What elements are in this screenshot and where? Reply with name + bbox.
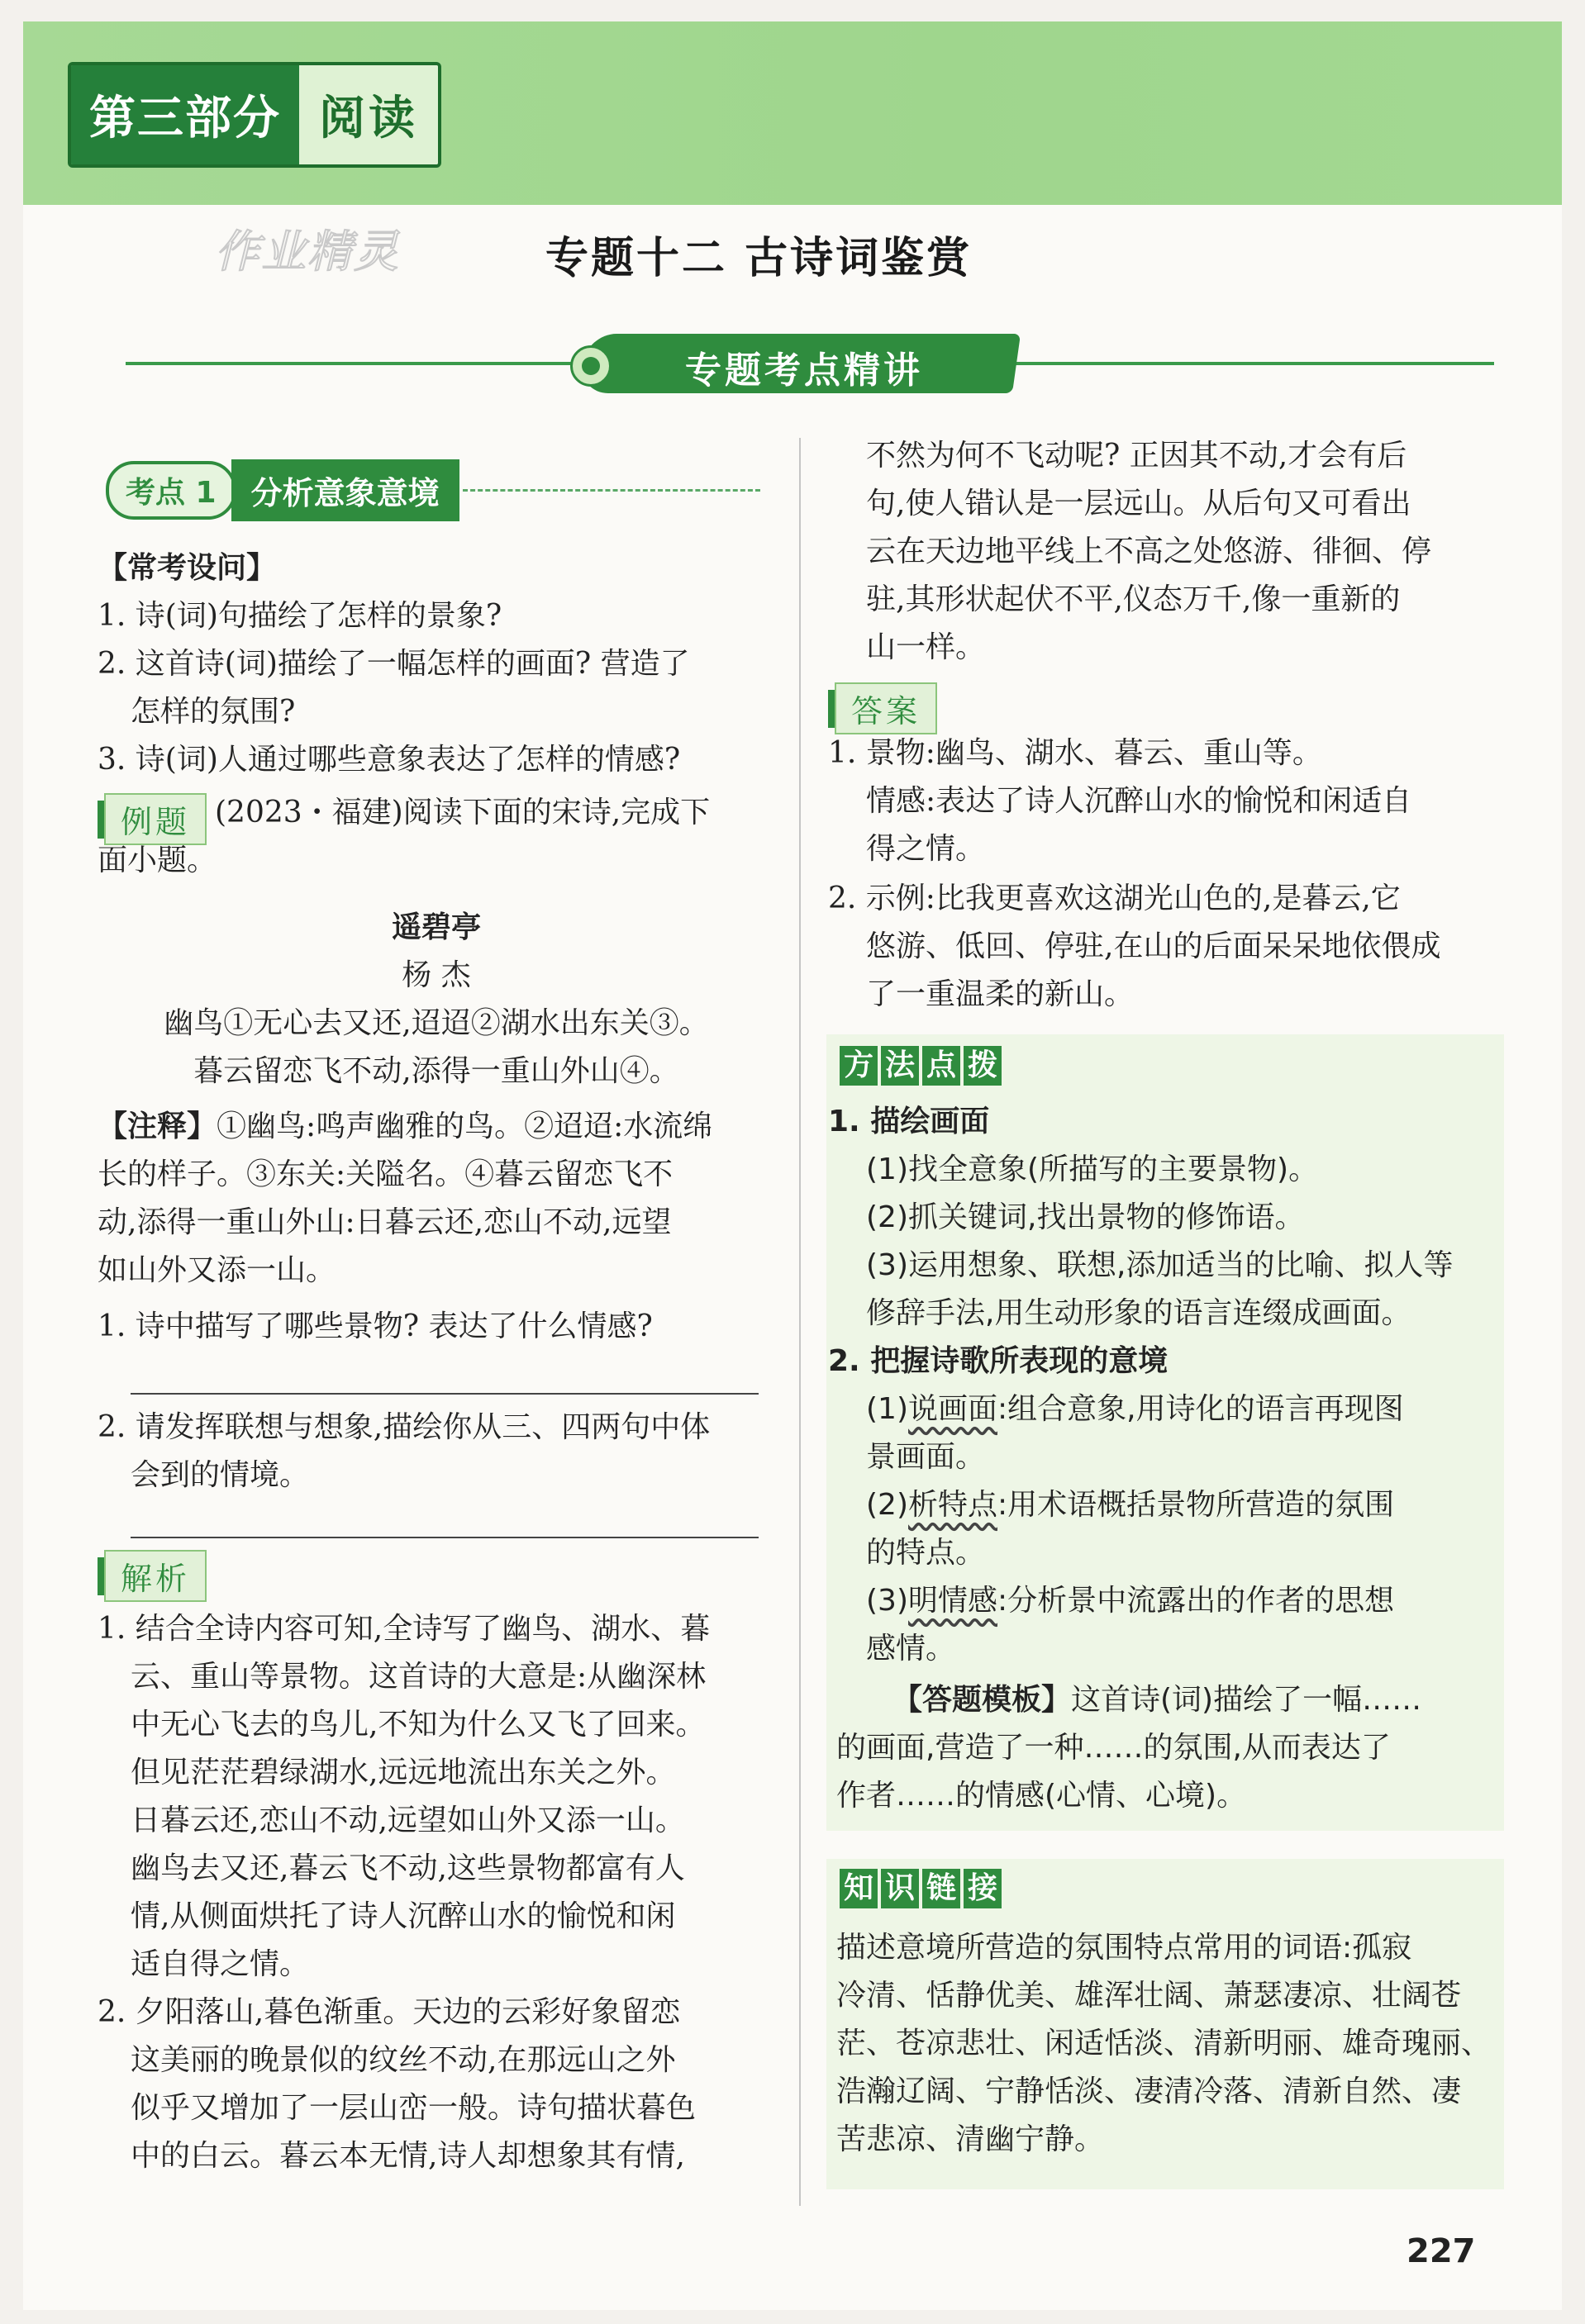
analysis-line: 日暮云还,恋山不动,远望如山外又添一山。 [131, 1804, 685, 1837]
notes-line: 动,添得一重山外山:日暮云还,恋山不动,远望 [98, 1205, 672, 1239]
link-tag-char: 接 [964, 1869, 1002, 1908]
method-item: 修辞手法,用生动形象的语言连缀成画面。 [866, 1296, 1411, 1330]
analysis-line: 云、重山等景物。这首诗的大意是:从幽深林 [131, 1660, 707, 1694]
analysis-line: 中的白云。暮云本无情,诗人却想象其有情, [131, 2139, 685, 2173]
tag-bar [98, 801, 104, 839]
answer-line: 得之情。 [866, 832, 986, 866]
column-divider [799, 438, 801, 2206]
method-point-key: 析特点 [908, 1488, 998, 1522]
poem-line: 暮云留恋飞不动,添得一重山外山④。 [193, 1054, 679, 1088]
analysis-line: 似乎又增加了一层山峦一般。诗句描状暮色 [131, 2091, 697, 2125]
page-number: 227 [1407, 2232, 1476, 2270]
method-point-cont: 的特点。 [866, 1536, 986, 1570]
link-line: 苦悲凉、清幽宁静。 [836, 2122, 1105, 2156]
analysis-line: 幽鸟去又还,暮云飞不动,这些景物都富有人 [131, 1851, 685, 1885]
analysis-line: 情,从侧面烘托了诗人沉醉山水的愉悦和闲 [131, 1899, 676, 1933]
answer-line: 悠游、低回、停驻,在山的后面呆呆地依偎成 [866, 929, 1441, 963]
answer-line: 2. 示例:比我更喜欢这湖光山色的,是暮云,它 [828, 882, 1401, 915]
analysis-line: 句,使人错认是一层远山。从后句又可看出 [866, 487, 1411, 520]
answer-line: 1. 景物:幽鸟、湖水、暮云、重山等。 [828, 736, 1322, 770]
kaodian-title: 分析意象意境 [231, 459, 459, 521]
section-banner-text: 专题考点精讲 [685, 349, 923, 392]
analysis-line: 中无心飞去的鸟儿,不知为什么又飞了回来。 [131, 1708, 706, 1742]
method-point [866, 1578, 1394, 1624]
method-item: (2)抓关键词,找出景物的修饰语。 [866, 1200, 1305, 1234]
answer-line: 情感:表达了诗人沉醉山水的愉悦和闲适自 [866, 784, 1412, 818]
method-point-key: 明情感 [908, 1584, 998, 1618]
answer-line: 了一重温柔的新山。 [866, 977, 1135, 1011]
method-point-cont: 景画面。 [866, 1440, 986, 1474]
analysis-line: 云在天边地平线上不高之处悠游、徘徊、停 [866, 535, 1432, 568]
poem-title: 遥碧亭 [391, 910, 481, 944]
kaodian-heading [106, 459, 459, 521]
analysis-line: 2. 夕阳落山,暮色渐重。天边的云彩好象留恋 [98, 1995, 681, 2029]
changkao-heading: 【常考设问】 [98, 551, 277, 585]
section-rule-right [998, 362, 1494, 365]
changkao-item: 2. 这首诗(词)描绘了一幅怎样的画面? 营造了 [98, 647, 690, 681]
topic-title: 专题十二 古诗词鉴赏 [545, 234, 973, 283]
example-intro: 面小题。 [98, 844, 217, 877]
method-point-num: (2) [866, 1488, 908, 1522]
link-tag-char: 知 [840, 1869, 878, 1908]
method-tag [840, 1046, 1002, 1086]
method-tag-char: 拨 [964, 1046, 1002, 1086]
section-rule-left [126, 362, 588, 365]
method-item: (3)运用想象、联想,添加适当的比喻、拟人等 [866, 1248, 1454, 1282]
analysis-line: 不然为何不飞动呢? 正因其不动,才会有后 [866, 439, 1407, 473]
answer-tag-label: 答案 [835, 682, 937, 734]
notes-line [98, 1104, 712, 1150]
notes-line: 长的样子。③东关:关隘名。④暮云留恋飞不 [98, 1157, 674, 1191]
changkao-item: 1. 诗(词)句描绘了怎样的景象? [98, 599, 502, 633]
template-label: 【答题模板】 [892, 1683, 1072, 1717]
tag-bar [98, 1557, 104, 1595]
method-point-num: (1) [866, 1392, 908, 1426]
analysis-line: 但见茫茫碧绿湖水,远远地流出东关之外。 [131, 1756, 676, 1789]
method-point-text: :组合意象,用诗化的语言再现图 [997, 1392, 1404, 1426]
method-tag-char: 方 [840, 1046, 878, 1086]
example-tag-label: 例题 [104, 793, 207, 845]
analysis-line: 1. 结合全诗内容可知,全诗写了幽鸟、湖水、暮 [98, 1612, 711, 1646]
kaodian-dashed-rule [463, 489, 760, 492]
method-tag-char: 点 [922, 1046, 960, 1086]
notes-label: 【注释】 [98, 1110, 217, 1143]
changkao-item: 怎样的氛围? [131, 695, 296, 729]
notes-line: 如山外又添一山。 [98, 1253, 336, 1287]
analysis-line: 驻,其形状起伏不平,仪态万千,像一重新的 [866, 582, 1401, 616]
method-tag-char: 法 [881, 1046, 919, 1086]
method-item: (1)找全意象(所描写的主要景物)。 [866, 1152, 1319, 1186]
link-tag-char: 识 [881, 1869, 919, 1908]
link-line: 描述意境所营造的氛围特点常用的词语:孤寂 [836, 1931, 1412, 1965]
template-line: 的画面,营造了一种……的氛围,从而表达了 [836, 1731, 1391, 1765]
method-heading: 2. 把握诗歌所表现的意境 [828, 1344, 1169, 1378]
watermark: 作业精灵 [215, 226, 400, 278]
answer-blank-line[interactable] [131, 1393, 759, 1395]
link-line: 浩瀚辽阔、宁静恬淡、凄清冷落、清新自然、凄 [836, 2074, 1462, 2108]
link-line: 冷清、恬静优美、雄浑壮阔、萧瑟凄凉、壮阔苍 [836, 1979, 1462, 2013]
analysis-line: 这美丽的晚景似的纹丝不动,在那远山之外 [131, 2043, 676, 2077]
part-name: 阅读 [299, 65, 438, 164]
answer-tag [828, 682, 937, 734]
method-point-text: :分析景中流露出的作者的思想 [997, 1584, 1395, 1618]
analysis-line: 适自得之情。 [131, 1947, 310, 1981]
link-tag [840, 1869, 1002, 1908]
method-point-cont: 感情。 [866, 1632, 956, 1666]
analysis-tag-label: 解析 [104, 1550, 207, 1602]
part-label-box [68, 62, 441, 168]
section-dot-inner [582, 357, 600, 375]
question-2: 2. 请发挥联想与想象,描绘你从三、四两句中体 [98, 1410, 711, 1444]
link-tag-char: 链 [922, 1869, 960, 1908]
method-point [866, 1386, 1404, 1433]
poem-line: 幽鸟①无心去又还,迢迢②湖水出东关③。 [164, 1006, 709, 1040]
poem-author: 杨 杰 [402, 958, 471, 992]
template-line: 作者……的情感(心情、心境)。 [836, 1779, 1247, 1813]
question-1: 1. 诗中描写了哪些景物? 表达了什么情感? [98, 1309, 653, 1343]
question-2: 会到的情境。 [131, 1458, 310, 1492]
notes-text: ①幽鸟:鸣声幽雅的鸟。②迢迢:水流绵 [217, 1110, 713, 1143]
template-line [892, 1677, 1421, 1723]
example-intro: (2023・福建)阅读下面的宋诗,完成下 [215, 796, 711, 829]
method-point-num: (3) [866, 1584, 908, 1618]
changkao-item: 3. 诗(词)人通过哪些意象表达了怎样的情感? [98, 743, 681, 777]
analysis-tag [98, 1550, 207, 1602]
tag-bar [828, 690, 835, 728]
method-heading: 1. 描绘画面 [828, 1105, 990, 1138]
method-point-text: :用术语概括景物所营造的氛围 [997, 1488, 1395, 1522]
answer-blank-line[interactable] [131, 1537, 759, 1538]
template-text: 这首诗(词)描绘了一幅…… [1071, 1683, 1422, 1717]
method-point-key: 说画面 [908, 1392, 998, 1426]
kaodian-number: 考点 1 [106, 461, 236, 520]
analysis-line: 山一样。 [866, 630, 986, 664]
part-label: 第三部分 [71, 65, 299, 164]
method-point [866, 1482, 1394, 1528]
link-line: 茫、苍凉悲壮、闲适恬淡、清新明丽、雄奇瑰丽、 [836, 2027, 1492, 2060]
